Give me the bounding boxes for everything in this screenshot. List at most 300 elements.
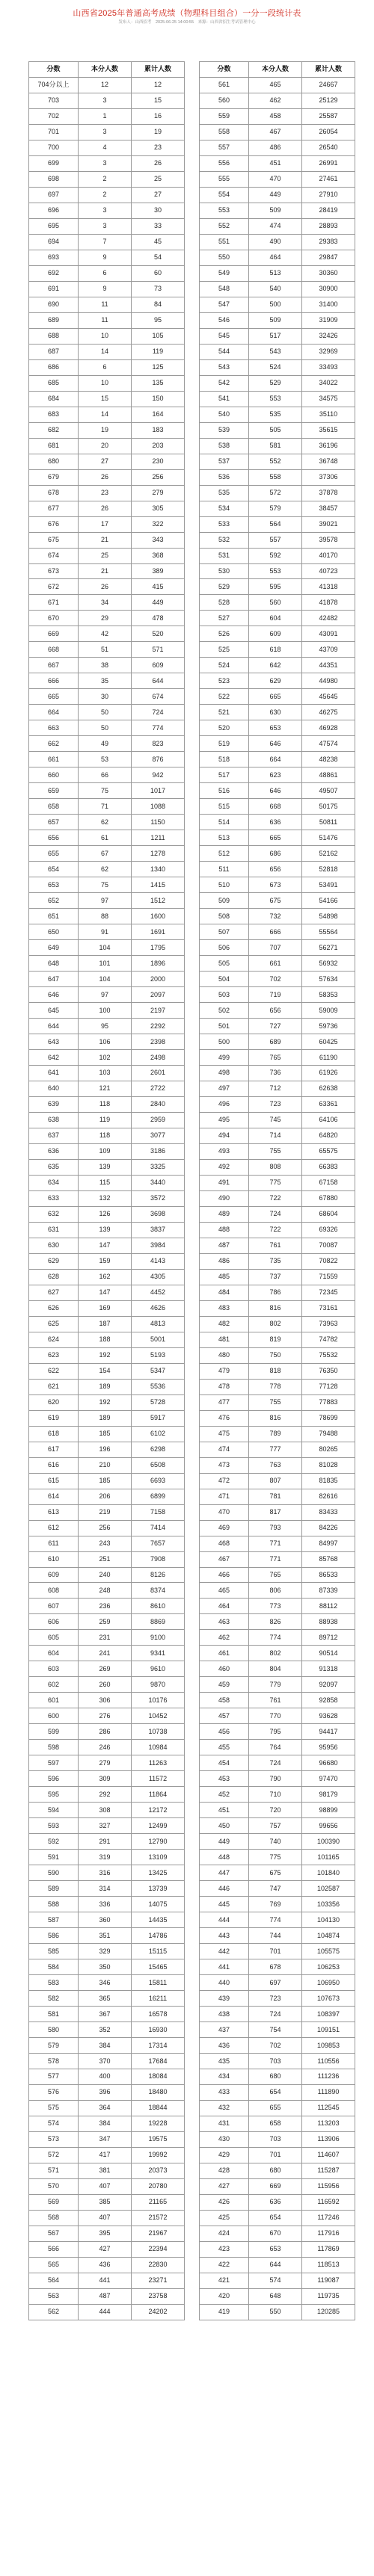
cell-score: 506 <box>200 940 249 956</box>
table-row <box>29 893 185 909</box>
cell-score: 535 <box>200 485 249 501</box>
cell-score: 427 <box>200 2178 249 2194</box>
table-row <box>29 1567 185 1583</box>
cell-count: 67 <box>79 846 132 862</box>
table-row <box>200 783 355 799</box>
cell-count: 623 <box>249 767 302 783</box>
table-row <box>200 2054 355 2069</box>
cell-count: 187 <box>79 1316 132 1332</box>
cell-score: 438 <box>200 2007 249 2022</box>
cell-score: 649 <box>29 940 79 956</box>
cell-score: 648 <box>29 956 79 972</box>
cell-count: 714 <box>249 1128 302 1143</box>
cell-cumulative: 1088 <box>132 799 185 815</box>
table-row <box>200 987 355 1003</box>
table-row <box>200 1442 355 1457</box>
cell-score: 628 <box>29 1269 79 1285</box>
table-row <box>29 297 185 312</box>
cell-score: 538 <box>200 438 249 454</box>
cell-score: 618 <box>29 1426 79 1442</box>
cell-cumulative: 77883 <box>302 1394 355 1410</box>
cell-count: 774 <box>249 1630 302 1646</box>
cell-score: 557 <box>200 140 249 155</box>
cell-cumulative: 30900 <box>302 281 355 297</box>
cell-count: 727 <box>249 1019 302 1034</box>
cell-score: 439 <box>200 1991 249 2007</box>
table-row <box>29 140 185 155</box>
table-row <box>200 312 355 328</box>
cell-count: 630 <box>249 705 302 720</box>
cell-count: 21 <box>79 563 132 579</box>
cell-count: 793 <box>249 1520 302 1536</box>
cell-count: 385 <box>79 2194 132 2210</box>
cell-cumulative: 1896 <box>132 956 185 972</box>
cell-count: 509 <box>249 312 302 328</box>
cell-count: 646 <box>249 783 302 799</box>
cell-cumulative: 1211 <box>132 830 185 846</box>
cell-cumulative: 2398 <box>132 1034 185 1050</box>
cell-count: 62 <box>79 862 132 877</box>
cell-cumulative: 2292 <box>132 1019 185 1034</box>
table-row <box>29 1066 185 1081</box>
cell-score: 646 <box>29 987 79 1003</box>
cell-count: 802 <box>249 1646 302 1661</box>
cell-count: 737 <box>249 1269 302 1285</box>
cell-score: 650 <box>29 924 79 940</box>
cell-count: 462 <box>249 93 302 108</box>
cell-score: 532 <box>200 532 249 548</box>
cell-count: 653 <box>249 2241 302 2257</box>
cell-cumulative: 73 <box>132 281 185 297</box>
cell-cumulative: 24202 <box>132 2304 185 2320</box>
cell-score: 594 <box>29 1803 79 1818</box>
table-row <box>200 203 355 218</box>
table-row <box>200 1583 355 1599</box>
cell-cumulative: 31909 <box>302 312 355 328</box>
cell-score: 699 <box>29 155 79 171</box>
table-row <box>29 1646 185 1661</box>
table-row <box>200 1944 355 1959</box>
cell-count: 50 <box>79 705 132 720</box>
cell-score: 596 <box>29 1771 79 1787</box>
table-row <box>200 93 355 108</box>
cell-count: 517 <box>249 328 302 344</box>
cell-score: 651 <box>29 909 79 924</box>
table-row <box>200 1363 355 1379</box>
cell-cumulative: 33 <box>132 218 185 234</box>
cell-cumulative: 1017 <box>132 783 185 799</box>
cell-score: 546 <box>200 312 249 328</box>
cell-cumulative: 942 <box>132 767 185 783</box>
cell-score: 428 <box>200 2163 249 2178</box>
cell-count: 543 <box>249 344 302 359</box>
table-row <box>29 2069 185 2085</box>
table-row <box>200 1128 355 1143</box>
table-row <box>29 1222 185 1238</box>
cell-score: 474 <box>200 1442 249 1457</box>
table-row <box>29 1771 185 1787</box>
cell-score: 624 <box>29 1332 79 1347</box>
cell-cumulative: 4305 <box>132 1269 185 1285</box>
cell-score: 686 <box>29 359 79 375</box>
cell-cumulative: 24667 <box>302 77 355 93</box>
table-row <box>29 281 185 297</box>
table-row <box>29 469 185 485</box>
cell-cumulative: 22830 <box>132 2257 185 2273</box>
cell-cumulative: 2601 <box>132 1066 185 1081</box>
header-count: 本分人数 <box>79 62 132 78</box>
cell-cumulative: 50175 <box>302 799 355 815</box>
cell-score: 488 <box>200 1222 249 1238</box>
cell-score: 665 <box>29 689 79 705</box>
cell-count: 49 <box>79 736 132 752</box>
cell-count: 4 <box>79 140 132 155</box>
cell-cumulative: 14786 <box>132 1928 185 1944</box>
table-row <box>200 862 355 877</box>
cell-cumulative: 95956 <box>302 1740 355 1755</box>
table-row <box>200 1881 355 1897</box>
cell-cumulative: 35110 <box>302 407 355 422</box>
cell-score: 522 <box>200 689 249 705</box>
cell-count: 755 <box>249 1394 302 1410</box>
cell-count: 154 <box>79 1363 132 1379</box>
table-row <box>200 328 355 344</box>
table-row <box>29 438 185 454</box>
cell-count: 574 <box>249 2273 302 2288</box>
table-row <box>200 2288 355 2304</box>
table-row <box>29 93 185 108</box>
cell-count: 618 <box>249 642 302 658</box>
cell-cumulative: 823 <box>132 736 185 752</box>
cell-score: 683 <box>29 407 79 422</box>
table-row <box>29 1019 185 1034</box>
cell-score: 605 <box>29 1630 79 1646</box>
table-row <box>200 720 355 736</box>
cell-count: 680 <box>249 2163 302 2178</box>
cell-count: 246 <box>79 1740 132 1755</box>
table-row <box>29 2038 185 2054</box>
cell-count: 524 <box>249 359 302 375</box>
cell-cumulative: 47574 <box>302 736 355 752</box>
cell-score: 617 <box>29 1442 79 1457</box>
cell-cumulative: 106950 <box>302 1975 355 1991</box>
table-row <box>200 422 355 438</box>
cell-cumulative: 116592 <box>302 2194 355 2210</box>
cell-score: 696 <box>29 203 79 218</box>
cell-cumulative: 6899 <box>132 1489 185 1504</box>
cell-count: 395 <box>79 2226 132 2241</box>
cell-count: 552 <box>249 454 302 469</box>
cell-score: 592 <box>29 1834 79 1850</box>
cell-cumulative: 111236 <box>302 2069 355 2085</box>
cell-cumulative: 41878 <box>302 595 355 611</box>
cell-score: 620 <box>29 1394 79 1410</box>
cell-score: 631 <box>29 1222 79 1238</box>
cell-cumulative: 16211 <box>132 1991 185 2007</box>
cell-count: 654 <box>249 2084 302 2100</box>
cell-score: 570 <box>29 2178 79 2194</box>
cell-score: 565 <box>29 2257 79 2273</box>
cell-cumulative: 48238 <box>302 752 355 767</box>
cell-score: 621 <box>29 1379 79 1394</box>
cell-score: 567 <box>29 2226 79 2241</box>
cell-count: 786 <box>249 1285 302 1300</box>
cell-count: 779 <box>249 1677 302 1693</box>
cell-cumulative: 3698 <box>132 1206 185 1222</box>
table-row <box>29 2257 185 2273</box>
cell-cumulative: 84226 <box>302 1520 355 1536</box>
table-row <box>200 626 355 642</box>
cell-score: 603 <box>29 1661 79 1677</box>
cell-score: 662 <box>29 736 79 752</box>
table-row <box>29 1630 185 1646</box>
cell-score: 590 <box>29 1865 79 1881</box>
table-row <box>29 250 185 265</box>
table-row <box>29 1457 185 1473</box>
cell-cumulative: 19575 <box>132 2131 185 2147</box>
cell-score: 690 <box>29 297 79 312</box>
cell-count: 26 <box>79 501 132 516</box>
cell-score: 479 <box>200 1363 249 1379</box>
cell-count: 309 <box>79 1771 132 1787</box>
cell-score: 482 <box>200 1316 249 1332</box>
cell-count: 3 <box>79 93 132 108</box>
cell-cumulative: 15 <box>132 93 185 108</box>
cell-count: 763 <box>249 1457 302 1473</box>
cell-count: 564 <box>249 516 302 532</box>
table-row <box>29 1473 185 1489</box>
table-row <box>29 1881 185 1897</box>
cell-cumulative: 774 <box>132 720 185 736</box>
cell-cumulative: 68604 <box>302 1206 355 1222</box>
table-row <box>200 516 355 532</box>
cell-count: 764 <box>249 1740 302 1755</box>
cell-cumulative: 61190 <box>302 1050 355 1066</box>
cell-count: 808 <box>249 1159 302 1175</box>
cell-count: 427 <box>79 2241 132 2257</box>
cell-count: 17 <box>79 516 132 532</box>
table-row <box>200 1865 355 1881</box>
table-row <box>200 893 355 909</box>
table-row <box>200 579 355 595</box>
cell-count: 240 <box>79 1567 132 1583</box>
table-row <box>29 2241 185 2257</box>
cell-score: 511 <box>200 862 249 877</box>
cell-cumulative: 27 <box>132 187 185 203</box>
table-row <box>29 407 185 422</box>
table-row <box>29 2147 185 2163</box>
cell-count: 458 <box>249 108 302 124</box>
cell-cumulative: 18844 <box>132 2100 185 2116</box>
cell-count: 775 <box>249 1175 302 1190</box>
cell-score: 457 <box>200 1708 249 1724</box>
cell-count: 189 <box>79 1410 132 1426</box>
table-row <box>200 563 355 579</box>
table-row <box>29 1755 185 1771</box>
cell-cumulative: 39021 <box>302 516 355 532</box>
cell-cumulative: 54898 <box>302 909 355 924</box>
cell-cumulative: 2959 <box>132 1112 185 1128</box>
cell-count: 720 <box>249 1803 302 1818</box>
cell-count: 636 <box>249 2194 302 2210</box>
cell-count: 75 <box>79 783 132 799</box>
cell-cumulative: 59009 <box>302 1003 355 1019</box>
table-row <box>200 1567 355 1583</box>
table-row <box>200 2304 355 2320</box>
cell-score: 659 <box>29 783 79 799</box>
cell-score: 429 <box>200 2147 249 2163</box>
cell-count: 710 <box>249 1787 302 1803</box>
cell-cumulative: 90514 <box>302 1646 355 1661</box>
cell-score: 434 <box>200 2069 249 2085</box>
cell-count: 360 <box>79 1912 132 1928</box>
table-row <box>200 77 355 93</box>
cell-cumulative: 7908 <box>132 1551 185 1567</box>
table-row <box>29 1614 185 1630</box>
cell-cumulative: 14075 <box>132 1897 185 1912</box>
cell-count: 159 <box>79 1253 132 1269</box>
cell-count: 118 <box>79 1128 132 1143</box>
cell-score: 472 <box>200 1473 249 1489</box>
cell-cumulative: 56932 <box>302 956 355 972</box>
table-row <box>200 2069 355 2085</box>
table-row <box>29 1787 185 1803</box>
table-row <box>29 799 185 815</box>
table-row <box>200 155 355 171</box>
cell-score: 513 <box>200 830 249 846</box>
table-row <box>29 1128 185 1143</box>
table-row <box>200 265 355 281</box>
cell-cumulative: 27461 <box>302 171 355 187</box>
cell-cumulative: 99656 <box>302 1818 355 1834</box>
cell-score: 471 <box>200 1489 249 1504</box>
table-row <box>29 1190 185 1206</box>
cell-cumulative: 12172 <box>132 1803 185 1818</box>
cell-cumulative: 5728 <box>132 1394 185 1410</box>
cell-score: 533 <box>200 516 249 532</box>
cell-count: 754 <box>249 2022 302 2038</box>
cell-cumulative: 73963 <box>302 1316 355 1332</box>
table-row <box>200 1473 355 1489</box>
table-row <box>29 705 185 720</box>
cell-score: 647 <box>29 972 79 987</box>
cell-cumulative: 13109 <box>132 1850 185 1865</box>
cell-score: 694 <box>29 234 79 250</box>
table-row <box>200 736 355 752</box>
cell-score: 609 <box>29 1567 79 1583</box>
table-row <box>29 940 185 956</box>
score-table-right <box>199 61 355 2320</box>
cell-cumulative: 23271 <box>132 2273 185 2288</box>
cell-score: 499 <box>200 1050 249 1066</box>
cell-score: 529 <box>200 579 249 595</box>
cell-cumulative: 115287 <box>302 2163 355 2178</box>
cell-count: 3 <box>79 203 132 218</box>
cell-cumulative: 89712 <box>302 1630 355 1646</box>
cell-count: 629 <box>249 673 302 689</box>
cell-score: 547 <box>200 297 249 312</box>
cell-count: 51 <box>79 642 132 658</box>
cell-score: 420 <box>200 2288 249 2304</box>
cell-count: 669 <box>249 2178 302 2194</box>
table-row <box>29 1928 185 1944</box>
cell-score: 591 <box>29 1850 79 1865</box>
table-row <box>29 2226 185 2241</box>
cell-score: 425 <box>200 2210 249 2226</box>
table-row <box>200 2038 355 2054</box>
cell-count: 771 <box>249 1536 302 1551</box>
cell-count: 444 <box>79 2304 132 2320</box>
cell-cumulative: 11864 <box>132 1787 185 1803</box>
cell-cumulative: 724 <box>132 705 185 720</box>
table-row <box>29 422 185 438</box>
cell-score: 625 <box>29 1316 79 1332</box>
page-meta <box>0 19 374 25</box>
cell-count: 400 <box>79 2069 132 2085</box>
cell-cumulative: 36748 <box>302 454 355 469</box>
cell-cumulative: 115956 <box>302 2178 355 2194</box>
cell-cumulative: 117916 <box>302 2226 355 2241</box>
table-row <box>29 2163 185 2178</box>
table-row <box>200 1599 355 1614</box>
cell-cumulative: 33493 <box>302 359 355 375</box>
cell-score: 675 <box>29 532 79 548</box>
cell-count: 770 <box>249 1708 302 1724</box>
cell-count: 697 <box>249 1975 302 1991</box>
cell-score: 512 <box>200 846 249 862</box>
table-row <box>200 705 355 720</box>
cell-count: 653 <box>249 720 302 736</box>
table-row <box>29 1269 185 1285</box>
table-row <box>200 1834 355 1850</box>
table-row <box>29 2007 185 2022</box>
cell-score: 467 <box>200 1551 249 1567</box>
cell-score: 637 <box>29 1128 79 1143</box>
table-row <box>29 736 185 752</box>
table-row <box>200 1285 355 1300</box>
table-row <box>29 1300 185 1316</box>
table-row <box>29 1661 185 1677</box>
cell-count: 336 <box>79 1897 132 1912</box>
cell-score: 700 <box>29 140 79 155</box>
cell-count: 656 <box>249 1003 302 1019</box>
cell-cumulative: 26991 <box>302 155 355 171</box>
cell-count: 364 <box>79 2100 132 2116</box>
cell-count: 104 <box>79 940 132 956</box>
table-row <box>29 1143 185 1159</box>
cell-score: 531 <box>200 548 249 563</box>
cell-count: 665 <box>249 689 302 705</box>
table-row <box>200 2084 355 2100</box>
table-row <box>200 2100 355 2116</box>
table-row <box>29 1175 185 1190</box>
cell-cumulative: 15465 <box>132 1959 185 1975</box>
cell-count: 529 <box>249 375 302 391</box>
cell-count: 26 <box>79 469 132 485</box>
cell-cumulative: 279 <box>132 485 185 501</box>
table-row <box>29 1379 185 1394</box>
cell-cumulative: 7657 <box>132 1536 185 1551</box>
cell-score: 702 <box>29 108 79 124</box>
cell-cumulative: 5001 <box>132 1332 185 1347</box>
table-row <box>200 940 355 956</box>
cell-score: 426 <box>200 2194 249 2210</box>
cell-score: 669 <box>29 626 79 642</box>
cell-score: 478 <box>200 1379 249 1394</box>
cell-cumulative: 117246 <box>302 2210 355 2226</box>
cell-cumulative: 23 <box>132 140 185 155</box>
cell-cumulative: 46928 <box>302 720 355 736</box>
